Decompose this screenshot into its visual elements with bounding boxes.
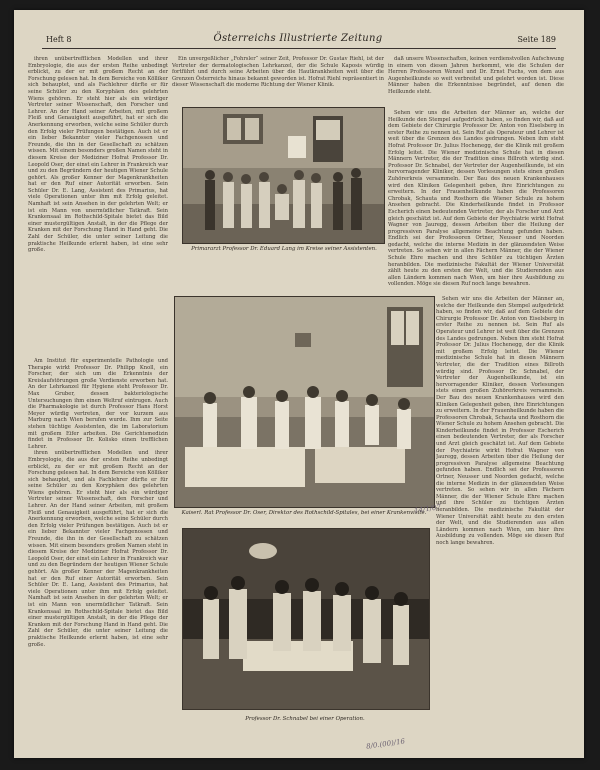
text-column-left-bottom: [28, 358, 168, 728]
article-paragraph: ihren unübertrefflichen Modellen und ihrer Embryologie, die aus der ersten Reihe unbedingt erblickt, zu der er mit großem Recht an der Forschung gelesen hat. In dem Bereiche von Kölliker sich behauptet, und als Fachlehrer dürfte er für seine Schüler zu den Koryphäen des gelehrten Wiens gehören. Er steht hier als ein würdiger Vertreter seiner Wissenschaft, den Forscher und Lehrer. An der Hand seiner Arbeiten, mit großem Fleiß und Genauigkeit ausgeführt, hat er sich die Anerkennung erworben, welche seine Schüler durch den Erfolg vieler Prüfungen bestätigen. Auch ist er ein lieber Bekannter vieler Fachgenossen und Freunde, die ihn in der Gesellschaft zu schätzen wissen. Mit einem besonders großen Namen steht in diesem Kreise der Mediziner Hofrat Professor Dr. Leopold Oser, der einst ein Lehrer in Frankreich war und zu den Begründern der heutigen Wiener Schule gehört. Als großer Kenner der Magenkrankheiten hat er den Ruf einer Autorität erworben. Sein Schüler Dr. E. Lang, Assistent des Primarius, hat viele Operationen unter ihm mit Erfolg geleitet. Namhaft ist sein Ansehen in der gelehrten Welt; er ist ein Mann von unermüdlicher Tatkraft. Sein Krankensaal im Rothschild-Spitale bietet das Bild einer mustergültigen Anstalt, in der die Pflege der Kranken mit der Forschung Hand in Hand geht. Die Zahl der Schüler, die unter seiner Leitung die praktische Heilkunde erlernt haben, ist eine sehr große.: [28, 56, 168, 254]
article-paragraph: Ein unvergeßlicher „Fohrsler“ seiner Zeit, Professor Dr. Gustav Riehl, ist der Vertreter der dermatologischen Lehrkanzel, der die Schule Kaposis würdig fortführt und durch seine Arbeiten über die Hautkrankheiten weit über die Grenzen Österreichs hinaus bekannt geworden ist. Hofrat Riehl repräsentiert in dieser Wissenschaft die moderne Richtung der Wiener Klinik.: [172, 56, 384, 89]
photo-image: [183, 529, 429, 709]
text-column-right-top: [388, 56, 564, 110]
issue-number: Heft 8: [46, 35, 72, 44]
photo-schnabel-operation: [182, 528, 430, 710]
article-paragraph: Am Institut für experimentelle Pathologie und Therapie wirkt Professor Dr. Philipp Knoll, ein Forscher, der sich um die Erkenntnis der Kreislaufstörungen große Verdienste erworben hat. An der Lehrkanzel für Hygiene steht Professor Dr. Max Gruber, dessen bakteriologische Untersuchungen ihm einen Weltruf eintrugen. Auch die Pharmakologie ist durch Professor Hans Horst Meyer würdig vertreten, der vor kurzem aus Marburg nach Wien berufen wurde. Ihm zur Seite stehen tüchtige Assistenten, die im Laboratorium mit großem Eifer arbeiten. Die Gerichtsmedizin findet in Professor Dr. Kolisko einen trefflichen Lehrer.: [28, 358, 168, 450]
newspaper-page: [14, 10, 584, 758]
text-column-left-top: [28, 56, 168, 356]
page-number: Seite 189: [517, 35, 556, 44]
newspaper-title: Österreichs Illustrierte Zeitung: [213, 33, 383, 44]
handwritten-note: 14/1/07: [413, 503, 442, 515]
handwritten-note: 8/0.(00)/16: [365, 737, 406, 751]
photo-image: [183, 108, 384, 243]
text-column-right-main: [388, 110, 564, 290]
photo-caption-3: Professor Dr. Schnabel bei einer Operation.: [245, 716, 365, 722]
photo-caption-1: Primararzt Professor Dr. Eduard Lang im Kreise seiner Assistenten.: [191, 246, 377, 252]
article-paragraph: Sehen wir uns die Arbeiten der Männer an, welche der Heilkunde den Stempel aufgedrückt haben, so finden wir, daß auf dem Gebiete der Chirurgie Professor Dr. Anton von Eiselsberg in erster Reihe zu nennen ist. Sein Ruf als Operateur und Lehrer ist weit über die Grenzen des Landes gedrungen. Neben ihm steht Hofrat Professor Dr. Julius Hochenegg, der die Klinik mit großem Erfolg leitet. Die Wiener medizinische Schule hat in diesen Männern Vertreter, die der Tradition eines Billroth würdig sind. Professor Dr. Schnabel, der Vertreter der Augenheilkunde, ist ein hervorragender Kliniker, dessen Vorlesungen stets einen großen Zuhörerkreis versammeln. Der Bau des neuen Krankenhauses wird den Kliniken Gelegenheit geben, ihre Einrichtungen zu erweitern. In der Frauenheilkunde haben die Professoren Chrobak, Schauta und Rosthorn die Wiener Schule zu hohem Ansehen gebracht. Die Kinderheilkunde findet in Professor Escherich einen bedeutenden Vertreter, der als Forscher und Arzt gleich geschätzt ist. Auf dem Gebiete der Psychiatrie wirkt Hofrat Wagner von Jauregg, dessen Arbeiten über die Heilung der progressiven Paralyse allgemeine Beachtung gefunden haben. Endlich sei der Professoren Ortner, Neusser und Noorden gedacht, welche die interne Medizin in der glänzendsten Weise vertreten. So sehen wir in allen Fächern Männer, die der Wiener Schule Ehre machen und ihre Schüler zu tüchtigen Ärzten heranbilden. Die medizinische Fakultät der Wiener Universität zählt heute zu den ersten der Welt, und die Studierenden aus allen Ländern kommen nach Wien, um hier ihre Ausbildung zu vollenden. Möge sie diesen Ruf noch lange bewahren.: [388, 110, 564, 288]
article-paragraph: Sehen wir uns die Arbeiten der Männer an, welche der Heilkunde den Stempel aufgedrückt haben, so finden wir, daß auf dem Gebiete der Chirurgie Professor Dr. Anton von Eiselsberg in erster Reihe zu nennen ist. Sein Ruf als Operateur und Lehrer ist weit über die Grenzen des Landes gedrungen. Neben ihm steht Hofrat Professor Dr. Julius Hochenegg, der die Klinik mit großem Erfolg leitet. Die Wiener medizinische Schule hat in diesen Männern Vertreter, die der Tradition eines Billroth würdig sind. Professor Dr. Schnabel, der Vertreter der Augenheilkunde, ist ein hervorragender Kliniker, dessen Vorlesungen stets einen großen Zuhörerkreis versammeln. Der Bau des neuen Krankenhauses wird den Kliniken Gelegenheit geben, ihre Einrichtungen zu erweitern. In der Frauenheilkunde haben die Professoren Chrobak, Schauta und Rosthorn die Wiener Schule zu hohem Ansehen gebracht. Die Kinderheilkunde findet in Professor Escherich einen bedeutenden Vertreter, der als Forscher und Arzt gleich geschätzt ist. Auf dem Gebiete der Psychiatrie wirkt Hofrat Wagner von Jauregg, dessen Arbeiten über die Heilung der progressiven Paralyse allgemeine Beachtung gefunden haben. Endlich sei der Professoren Ortner, Neusser und Noorden gedacht, welche die interne Medizin in der glänzendsten Weise vertreten. So sehen wir in allen Fächern Männer, die der Wiener Schule Ehre machen und ihre Schüler zu tüchtigen Ärzten heranbilden. Die medizinische Fakultät der Wiener Universität zählt heute zu den ersten der Welt, und die Studierenden aus allen Ländern kommen nach Wien, um hier ihre Ausbildung zu vollenden. Möge sie diesen Ruf noch lange bewahren.: [436, 296, 564, 546]
photo-oser-ward: [174, 296, 435, 508]
text-column-middle-top: [172, 56, 384, 110]
photo-lang-assistants: [182, 107, 385, 244]
photo-caption-2: Kaiserl. Rat Professor Dr. Oser, Direktor des Rothschild-Spitales, bei einer Krankenvisite.: [181, 510, 427, 516]
article-paragraph: daß unsere Wissenschaften, keinen verdienstvollen Aufschwung in einem von diesen Jahren herkommt, wie die Schulen der Herren Professoren Wenzel und Dr. Ernst Fuchs, von dem aus Augenheilkunde so weit verbreitet und gelehrt worden ist. Diese Männer haben die Erkenntnisse begründet, auf denen die Heilkunde steht.: [388, 56, 564, 95]
page-header: [34, 32, 562, 48]
article-paragraph: ihren unübertrefflichen Modellen und ihrer Embryologie, die aus der ersten Reihe unbedingt erblickt, zu der er mit großem Recht an der Forschung gelesen hat. In dem Bereiche von Kölliker sich behauptet, und als Fachlehrer dürfte er für seine Schüler zu den Koryphäen des gelehrten Wiens gehören. Er steht hier als ein würdiger Vertreter seiner Wissenschaft, den Forscher und Lehrer. An der Hand seiner Arbeiten, mit großem Fleiß und Genauigkeit ausgeführt, hat er sich die Anerkennung erworben, welche seine Schüler durch den Erfolg vieler Prüfungen bestätigen. Auch ist er ein lieber Bekannter vieler Fachgenossen und Freunde, die ihn in der Gesellschaft zu schätzen wissen. Mit einem besonders großen Namen steht in diesem Kreise der Mediziner Hofrat Professor Dr. Leopold Oser, der einst ein Lehrer in Frankreich war und zu den Begründern der heutigen Wiener Schule gehört. Als großer Kenner der Magenkrankheiten hat er den Ruf einer Autorität erworben. Sein Schüler Dr. E. Lang, Assistent des Primarius, hat viele Operationen unter ihm mit Erfolg geleitet. Namhaft ist sein Ansehen in der gelehrten Welt; er ist ein Mann von unermüdlicher Tatkraft. Sein Krankensaal im Rothschild-Spitale bietet das Bild einer mustergültigen Anstalt, in der die Pflege der Kranken mit der Forschung Hand in Hand geht. Die Zahl der Schüler, die unter seiner Leitung die praktische Heilkunde erlernt haben, ist eine sehr große.: [28, 450, 168, 648]
photo-image: [175, 297, 434, 507]
text-column-right-lower: [436, 296, 564, 736]
header-rule: [42, 48, 556, 49]
